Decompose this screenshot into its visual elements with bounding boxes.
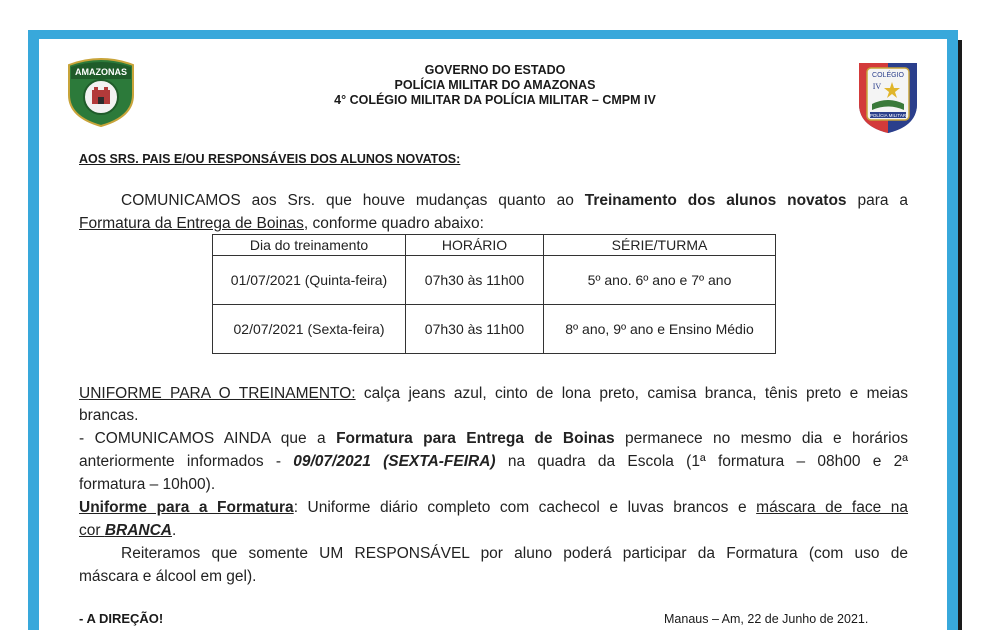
logo-colegio-text: COLÉGIO [872,72,904,79]
table-cell: 02/07/2021 (Sexta-feira) [213,305,406,354]
notice-line-1: - COMUNICAMOS AINDA que a Formatura para Entrega de Boinas permanece no mesmo dia e horários [79,430,909,447]
notice-line-3: formatura – 10h00). [79,476,216,493]
table-cell: 07h30 às 11h00 [406,256,544,305]
intro-line-2: Formatura da Entrega de Boinas, conforme quadro abaixo: [79,215,484,232]
reminder-line-1: Reiteramos que somente UM RESPONSÁVEL por aluno poderá participar da Formatura (com uso de [121,545,908,562]
signature: - A DIREÇÃO! [79,611,164,626]
cmpm-iv-shield-logo [856,60,920,134]
training-schedule-table [212,234,776,354]
header-line-3: 4° COLÉGIO MILITAR DA POLÍCIA MILITAR – CMPM IV [334,93,656,107]
table-cell: 5º ano. 6º ano e 7º ano [544,256,776,305]
table-cell: 07h30 às 11h00 [406,305,544,354]
table-header-row [213,235,776,256]
table-header-cell: HORÁRIO [406,235,544,256]
notice-line-2: anteriormente informados - 09/07/2021 (SEXTA-FEIRA) na quadra da Escola (1ª formatura – 08h00 e 2ª [79,453,908,470]
table-header-cell: SÉRIE/TURMA [544,235,776,256]
table-row [213,305,776,354]
uniform-formatura-line-2: cor BRANCA. [79,522,177,539]
frame-border-left [28,30,39,630]
logo-iv-text: IV [872,82,882,91]
header-line-2: POLÍCIA MILITAR DO AMAZONAS [394,78,596,92]
table-cell: 01/07/2021 (Quinta-feira) [213,256,406,305]
uniform-formatura-line-1: Uniforme para a Formatura: Uniforme diário completo com cachecol e luvas brancos e máscara de face na [79,499,909,516]
uniform-training-line-1: UNIFORME PARA O TREINAMENTO: calça jeans azul, cinto de lona preto, camisa branca, tênis preto e meias [79,385,908,402]
table-header-cell: Dia do treinamento [213,235,406,256]
pmam-shield-logo [65,57,137,127]
reminder-line-2: máscara e álcool em gel). [79,568,257,585]
table-row [213,256,776,305]
place-date: Manaus – Am, 22 de Junho de 2021. [664,612,869,626]
logo-amazonas-text: AMAZONAS [75,67,127,77]
frame-shadow [958,40,962,630]
frame-border-top [28,30,958,39]
intro-line-1: COMUNICAMOS aos Srs. que houve mudanças quanto ao Treinamento dos alunos novatos para a [121,192,908,209]
letterhead [300,63,690,108]
logo-policia-text: POLÍCIA MILITAR [869,113,907,118]
addressee-line: AOS SRS. PAIS E/OU RESPONSÁVEIS DOS ALUNOS NOVATOS: [79,152,461,166]
header-line-1: GOVERNO DO ESTADO [424,63,566,77]
table-cell: 8º ano, 9º ano e Ensino Médio [544,305,776,354]
uniform-training-line-2: brancas. [79,407,139,424]
frame-border-right [947,30,958,630]
